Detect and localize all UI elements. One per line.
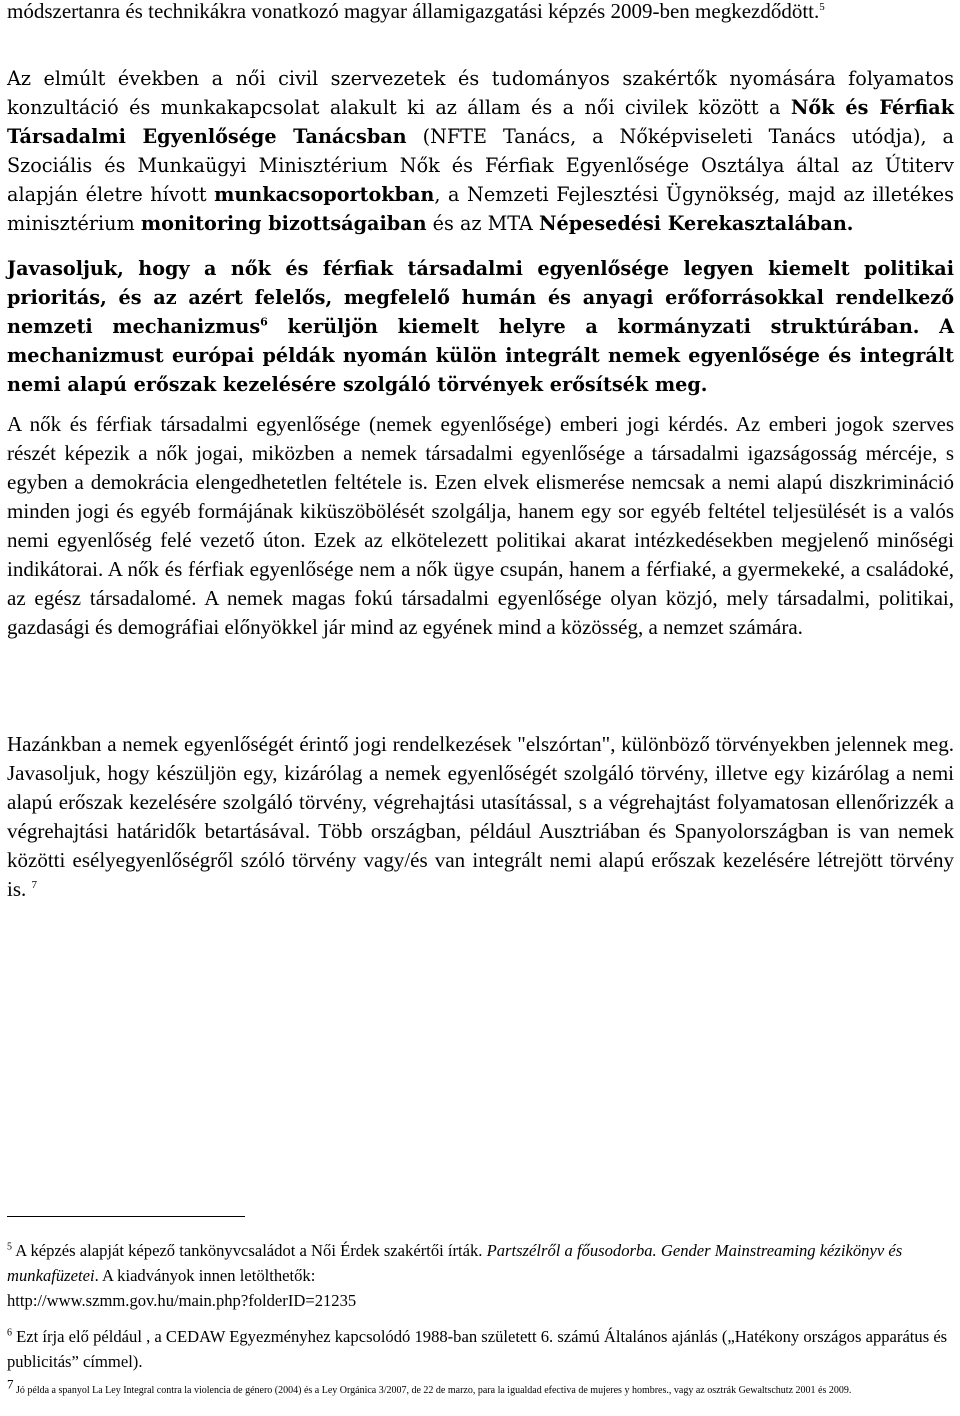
- footnote-text: . A kiadványok innen letölthetők:: [94, 1266, 316, 1285]
- bold-monitoring-committees: monitoring bizottságaiban: [140, 212, 427, 235]
- footnote-book-title: Partszélről a főusodorba. Gender Mainstreaming kézikönyv és munkafüzetei: [7, 1241, 903, 1285]
- footnote-number: 7: [7, 1376, 14, 1392]
- paragraph-civil-consultation: [7, 64, 954, 238]
- footnote-text: A képzés alapját képező tankönyvcsaládot a Női Érdek szakértői írták.: [12, 1241, 487, 1260]
- paragraph-human-rights: A nők és férfiak társadalmi egyenlősége (nemek egyenlősége) emberi jogi kérdés. Az emberi jogok szerves részét képezik a nők jogai, miközben a nemek társadalmi egyenlősége a társadalmi igazságosság mércéje, s egyben a demokrácia elengedhetetlen feltétele is. Ezen elvek elismerése nemcsak a nemi alapú diszkrimináció minden jogi és egyéb formájának kiküszöbölését szolgálja, hanem egy sor egyéb feltétel teljesülését is a valós nemi egyenlőség felé vezető úton. Ezek az elkötelezett politikai akarat intézkedésekben megjelenő minőségi indikátorai. A nők és férfiak egyenlősége nem a nők ügye csupán, hanem a férfiaké, a gyermekeké, a családoké, az egész társadalomé. A nemek magas fokú társadalmi egyenlősége olyan közjó, mely társadalmi, politikai, gazdasági és demográfiai előnyökkel jár mind az egyének mind a közösség, a nemzet számára.: [7, 412, 954, 639]
- footnote-5: [7, 1238, 954, 1313]
- text-segment: , a Nemzeti Fejlesztési Ügynökség, majd az illetékes minisztérium: [7, 183, 954, 235]
- paragraph-text: módszertanra és technikákra vonatkozó magyar államigazgatási képzés 2009-ben megkezdődött.: [7, 0, 820, 23]
- footnote-separator: [7, 1216, 245, 1217]
- paragraph-legislation: [7, 730, 954, 904]
- footnote-number: 5: [7, 1241, 12, 1253]
- paragraph-text: Hazánkban a nemek egyenlőségét érintő jogi rendelkezések "elszórtan", különböző törvényekben jelennek meg. Javasoljuk, hogy készüljön egy, kizárólag a nemek egyenlőségét szolgáló törvény, illetve egy kizárólag a nemi alapú erőszak kezelésére szolgáló törvény, végrehajtási utasítással, s a végrehajtást folyamatosan ellenőrizzék a végrehajtási határidők betartásával. Több országban, például Ausztriában és Spanyolországban is van nemek közötti esélyegyenlőségről szóló törvény vagy/és van integrált nemi alapú erőszak kezelésére létrejött törvény is.: [7, 732, 954, 901]
- text-segment: (NFTE Tanács, a Nőképviseleti Tanács utódja), a Szociális és Munkaügyi Minisztérium Nők és Férfiak Egyenlősége Osztálya által az Útiterv alapján életre hívott: [7, 125, 954, 206]
- bold-working-groups: munkacsoportokban: [214, 183, 435, 206]
- footnote-6: [7, 1324, 954, 1374]
- bold-council-name: Nők és Férfiak Társadalmi Egyenlősége Tanácsban: [7, 96, 954, 148]
- footnote-url-link[interactable]: http://www.szmm.gov.hu/main.php?folderID=21235: [7, 1291, 357, 1310]
- footnote-ref-7: 7: [31, 879, 38, 891]
- text-segment: Az elmúlt években a női civil szervezetek és tudományos szakértők nyomására folyamatos konzultáció és munkakapcsolat alakult ki az állam és a női civilek között a: [7, 67, 954, 119]
- bold-text-segment: kerüljön kiemelt helyre a kormányzati struktúrában. A mechanizmust európai példák nyomán külön integrált nemek egyenlősége és integrált nemi alapú erőszak kezelésére szolgáló törvények erősítsék meg.: [7, 315, 954, 396]
- footnote-text: Ezt írja elő például , a CEDAW Egyezményhez kapcsolódó 1988-ban született 6. számú Általános ajánlás („Hatékony országos apparátus és publicitás” címmel).: [7, 1327, 948, 1371]
- footnote-number: 6: [7, 1327, 12, 1339]
- bold-text-segment: Javasoljuk, hogy a nők és férfiak társadalmi egyenlősége legyen kiemelt politikai prioritás, és az azért felelős, megfelelő humán és anyagi erőforrásokkal rendelkező nemzeti mechanizmus: [7, 257, 954, 338]
- footnote-7: [7, 1377, 954, 1405]
- bold-population-roundtable: Népesedési Kerekasztalában.: [538, 212, 854, 235]
- footnote-ref-5: 5: [819, 1, 825, 13]
- text-segment: és az MTA: [426, 212, 539, 235]
- footnote-ref-6: 6: [260, 315, 268, 329]
- footnote-text: Jó példa a spanyol La Ley Integral contra la violencia de género (2004) és a Ley Orgánica 3/2007, de 22 de marzo, para la igualdad efectiva de mujeres y hombres., vagy az osztrák Gewaltschutz 2001 és 2009.: [13, 1385, 852, 1396]
- paragraph-continuation: [7, 0, 954, 26]
- paragraph-recommendation: [7, 254, 954, 399]
